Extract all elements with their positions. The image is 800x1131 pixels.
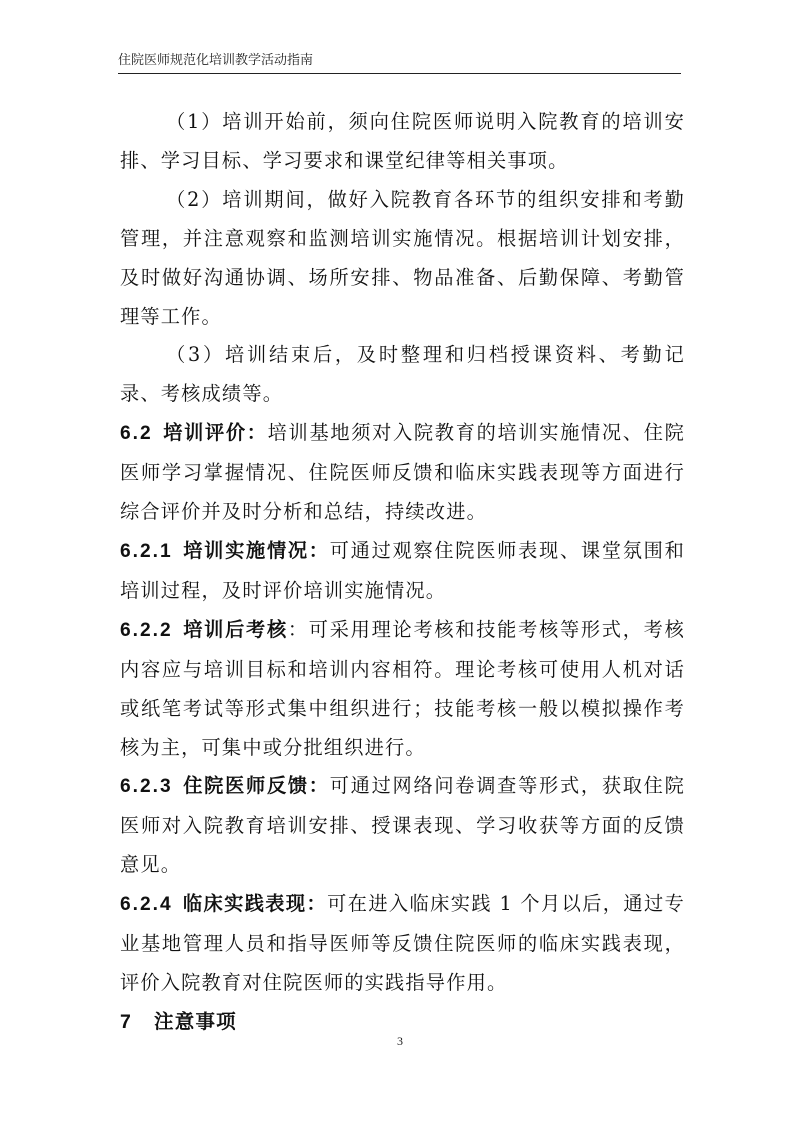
clause-6-2 — [120, 414, 685, 532]
clause-text: 可在进入临床实践 1 个月以后，通过专业基地管理人员和指导医师等反馈住院医师的临床实践表现，评价入院教育对住院医师的实践指导作用。 — [120, 892, 685, 994]
clause-text: ：可采用理论考核和技能考核等形式，考核内容应与培训目标和培训内容相符。理论考核可使用人机对话或纸笔考试等形式集中组织进行；技能考核一般以模拟操作考核为主，可集中或分批组织进行。 — [120, 617, 685, 759]
document-body — [120, 103, 685, 1042]
clause-heading: 临床实践表现： — [182, 892, 328, 916]
page-number: 3 — [397, 1034, 403, 1048]
clause-6-2-3 — [120, 767, 685, 885]
clause-text: 可通过观察住院医师表现、课堂氛围和培训过程，及时评价培训实施情况。 — [120, 538, 685, 602]
running-header: 住院医师规范化培训教学活动指南 — [118, 53, 314, 68]
clause-number: 6.2 — [120, 423, 153, 445]
clause-heading: 培训后考核 — [182, 617, 288, 641]
clause-number: 6.2.4 — [120, 894, 173, 916]
paragraph-text: （3）培训结束后，及时整理和归档授课资料、考勤记录、考核成绩等。 — [120, 343, 685, 406]
clause-heading: 培训实施情况： — [182, 538, 330, 562]
paragraph-text: （1）培训开始前，须向住院医师说明入院教育的培训安排、学习目标、学习要求和课堂纪律等相关事项。 — [120, 110, 685, 172]
clause-number: 6.2.1 — [120, 540, 173, 562]
clause-number: 6.2.3 — [120, 776, 173, 798]
clause-number: 6.2.2 — [120, 619, 173, 641]
paragraph-after-training — [120, 336, 685, 414]
clause-text: 培训基地须对入院教育的培训实施情况、住院医师学习掌握情况、住院医师反馈和临床实践表现等方面进行综合评价并及时分析和总结，持续改进。 — [120, 421, 686, 524]
paragraph-before-training — [120, 103, 685, 181]
clause-6-2-2 — [120, 611, 685, 768]
clause-heading: 培训评价： — [162, 421, 268, 445]
section-number: 7 — [120, 1010, 133, 1033]
paragraph-text: （2）培训期间，做好入院教育各环节的组织安排和考勤管理，并注意观察和监测培训实施情况。根据培训计划安排，及时做好沟通协调、场所安排、物品准备、后勤保障、考勤管理等工作。 — [120, 187, 685, 328]
header-divider — [118, 73, 681, 74]
clause-heading: 住院医师反馈： — [182, 774, 330, 798]
clause-6-2-1 — [120, 532, 685, 611]
clause-6-2-4 — [120, 885, 685, 1003]
paragraph-during-training — [120, 181, 685, 337]
clause-text: 可通过网络问卷调查等形式，获取住院医师对入院教育培训安排、授课表现、学习收获等方面的反馈意见。 — [120, 774, 685, 877]
section-title: 注意事项 — [154, 1009, 237, 1033]
